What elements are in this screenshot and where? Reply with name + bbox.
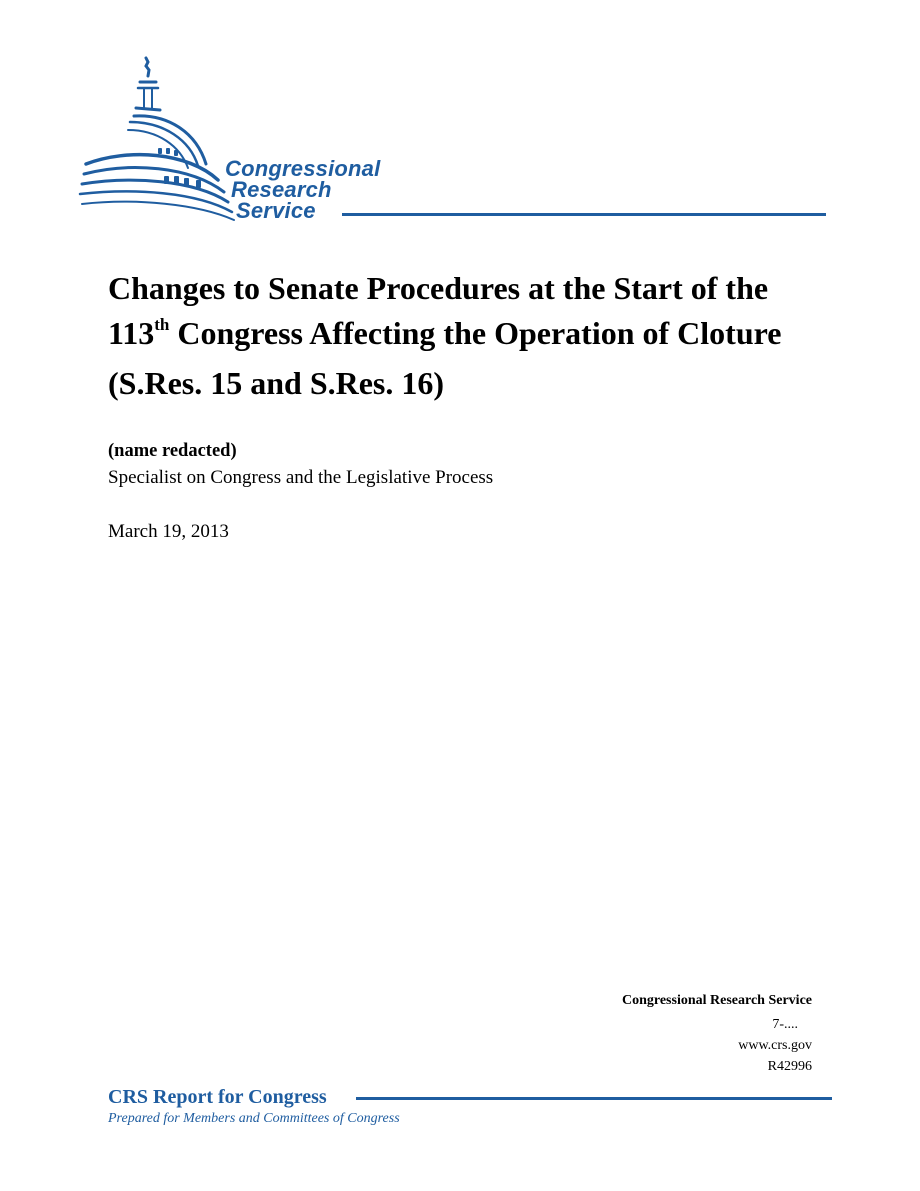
crs-name: Congressional Research Service bbox=[621, 993, 812, 1008]
footer-divider bbox=[356, 1097, 832, 1100]
capitol-dome-icon bbox=[78, 52, 238, 222]
report-title-part1: Changes to Senate Procedures at the Start of the 113 bbox=[108, 270, 769, 351]
footer-subtitle: Prepared for Members and Committees of Congress bbox=[108, 1111, 400, 1126]
logo-divider bbox=[342, 213, 826, 216]
crs-contact-block bbox=[622, 990, 812, 1077]
logo-text-research: Research bbox=[231, 177, 332, 202]
logo-text-service: Service bbox=[236, 198, 316, 223]
author-role: Specialist on Congress and the Legislative Process bbox=[108, 467, 494, 488]
crs-website[interactable]: www.crs.gov bbox=[738, 1038, 812, 1053]
report-title-part2: Congress Affecting the Operation of Cloture (S.Res. 15 and S.Res. 16) bbox=[108, 315, 782, 401]
report-title bbox=[108, 266, 828, 406]
author-name: (name redacted) bbox=[108, 441, 237, 461]
report-title-superscript: th bbox=[154, 315, 170, 334]
footer-title: CRS Report for Congress bbox=[108, 1086, 327, 1108]
report-number: R42996 bbox=[767, 1059, 812, 1074]
logo-text-congressional: Congressional bbox=[225, 156, 381, 181]
crs-logo bbox=[78, 52, 838, 232]
report-date: March 19, 2013 bbox=[108, 521, 229, 542]
crs-phone: 7-.... bbox=[772, 1017, 798, 1032]
